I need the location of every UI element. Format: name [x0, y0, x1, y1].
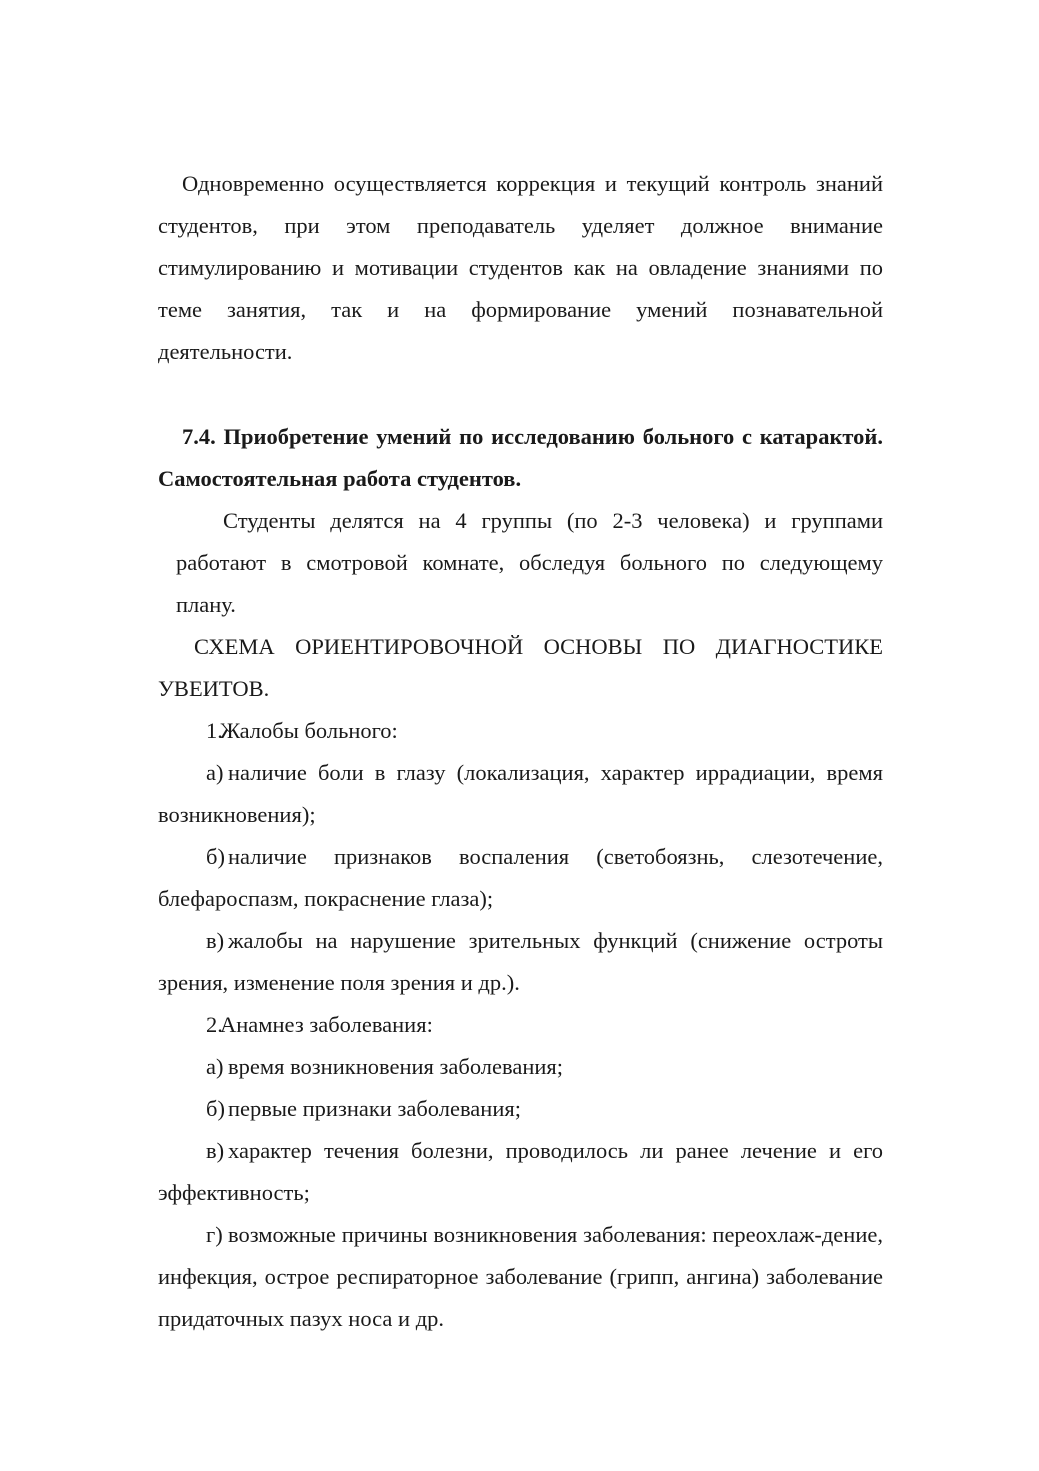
list-heading-text: Анамнез заболевания: [220, 1012, 433, 1037]
list-heading-complaints [158, 710, 883, 752]
list-item-text: первые признаки заболевания; [228, 1096, 521, 1121]
list-item-text: время возникновения заболевания; [228, 1054, 564, 1079]
list-item-text: характер течения болезни, проводилось ли ранее лечение и его эффективность; [158, 1138, 883, 1205]
list-item-marker: б) [206, 1096, 225, 1121]
list-item-marker: в) [206, 928, 225, 953]
list-item-marker: а) [206, 760, 224, 785]
list-item [158, 752, 883, 836]
list-number: 1. [206, 718, 223, 743]
list-item [158, 1130, 883, 1214]
schema-title: СХЕМА ОРИЕНТИРОВОЧНОЙ ОСНОВЫ ПО ДИАГНОСТИКЕ УВЕИТОВ. [158, 634, 883, 701]
list-heading-anamnesis [158, 1004, 883, 1046]
section-intro-paragraph: Студенты делятся на 4 группы (по 2-3 человека) и группами работают в смотровой комнате, обследуя больного по следующему плану. [176, 508, 883, 617]
list-item [158, 1046, 883, 1088]
list-item [158, 836, 883, 920]
list-item-text: наличие боли в глазу (локализация, характер иррадиации, время возникновения); [158, 760, 883, 827]
list-heading-text: Жалобы больного: [220, 718, 398, 743]
list-item-marker: в) [206, 1138, 225, 1163]
section-heading: 7.4. Приобретение умений по исследованию больного с катарактой. Самостоятельная работа студентов. [158, 424, 883, 491]
list-item-text: возможные причины возникновения заболевания: переохлаж-дение, инфекция, острое респираторное заболевание (грипп, ангина) заболевание придаточных пазух носа и др. [158, 1222, 883, 1331]
list-item-marker: а) [206, 1054, 224, 1079]
list-item-marker: б) [206, 844, 225, 869]
list-item-text: жалобы на нарушение зрительных функций (снижение остроты зрения, изменение поля зрения и др.). [158, 928, 883, 995]
list-item-text: наличие признаков воспаления (светобоязнь, слезотечение, блефароспазм, покраснение глаза); [158, 844, 883, 911]
list-item [158, 1088, 883, 1130]
list-item [158, 920, 883, 1004]
list-number: 2. [206, 1012, 223, 1037]
list-item [158, 1214, 883, 1340]
body-paragraph: Одновременно осуществляется коррекция и текущий контроль знаний студентов, при этом преподаватель уделяет должное внимание стимулированию и мотивации студентов как на овладение знаниями по теме занятия, так и на формирование умений познавательной деятельности. [158, 171, 883, 364]
list-item-marker: г) [206, 1222, 223, 1247]
